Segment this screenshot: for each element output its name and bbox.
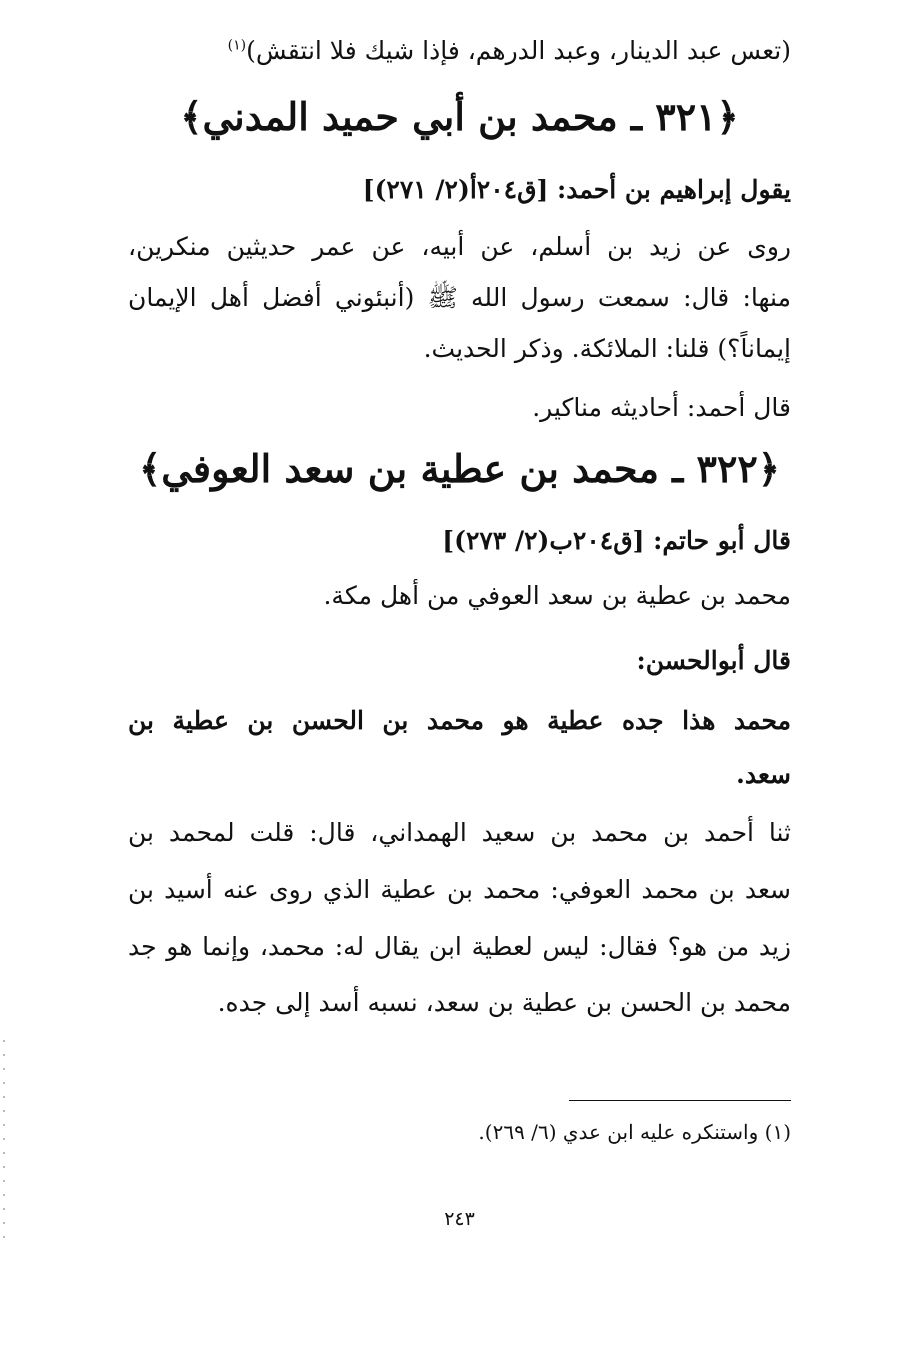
entry-321-body-line-1: روى عن زيد بن أسلم، عن أبيه، عن عمر حديثين منكرين، — [128, 232, 791, 261]
abul-hasan-label: قال أبوالحسن: — [636, 646, 791, 675]
entry-321-heading: ﴿٣٢١ ـ محمد بن أبي حميد المدني﴾ — [180, 94, 739, 139]
entry-321-closing: قال أحمد: أحاديثه مناكير. — [532, 393, 791, 422]
footnote-text: (١) واستنكره عليه ابن عدي (٦/ ٢٦٩). — [478, 1120, 791, 1144]
abul-hasan-text-line-1: محمد هذا جده عطية هو محمد بن الحسن بن عطية بن — [128, 706, 791, 735]
entry-322-source-line: قال أبو حاتم: [ق٢٠٤ب(٢/ ٢٧٣)] — [442, 526, 791, 555]
entry-322-heading: ﴿٣٢٢ ـ محمد بن عطية بن سعد العوفي﴾ — [138, 446, 781, 491]
entry-322-statement: محمد بن عطية بن سعد العوفي من أهل مكة. — [323, 581, 791, 610]
narration-line-3: زيد من هو؟ فقال: ليس لعطية ابن يقال له: محمد، وإنما هو جد — [128, 932, 791, 961]
footnote-separator — [569, 1100, 791, 1101]
narration-line-4: محمد بن الحسن بن عطية بن سعد، نسبه أسد إلى جده. — [217, 988, 791, 1017]
entry-321-body-line-2: منها: قال: سمعت رسول الله ﷺ (أنبئوني أفضل أهل الإيمان — [128, 283, 791, 312]
entry-321-source-line: يقول إبراهيم بن أحمد: [ق٢٠٤أ(٢/ ٢٧١)] — [362, 175, 791, 204]
page-number: ٢٤٣ — [444, 1208, 475, 1230]
scan-margin-artifact — [3, 1040, 5, 1240]
opening-quote — [228, 36, 791, 66]
opening-quote-text: (تعس عبد الدينار، وعبد الدرهم، فإذا شيك فلا انتقش) — [246, 36, 791, 65]
entry-321-body-line-3: إيماناً؟) قلنا: الملائكة. وذكر الحديث. — [423, 334, 791, 363]
footnote-reference: (١) — [227, 37, 247, 54]
narration-line-1: ثنا أحمد بن محمد بن سعيد الهمداني، قال: قلت لمحمد بن — [128, 818, 791, 847]
narration-line-2: سعد بن محمد العوفي: محمد بن عطية الذي روى عنه أسيد بن — [128, 875, 791, 904]
abul-hasan-text-line-2: سعد. — [736, 760, 791, 789]
